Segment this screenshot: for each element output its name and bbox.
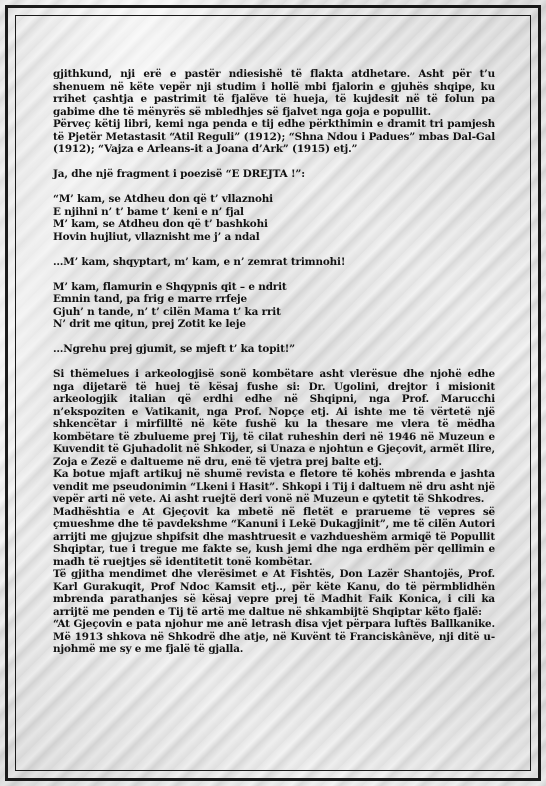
- poem-line: M’ kam, flamurin e Shqypnis qit – e ndrit: [53, 280, 287, 293]
- paragraph-translations: Përveç këtij libri, kemi nga penda e tij edhe përkthimin e dramit tri pamjesh të Pjetër Metastasit “Atil Reguli” (1912); “Shna Ndou i Padues” mbas Dal-Gal (1912); “Vajza e Arleans-it a Joana d’Ark” (1915) etj.”: [53, 118, 495, 155]
- poem-line: …Ngrehu prej gjumit, se mjeft t’ ka topit!”: [53, 343, 295, 355]
- poem-line: N’ drit me qitun, prej Zotit ke leje: [53, 318, 246, 330]
- paragraph-articles: Ka botue mjaft artikuj në shumë revista e fletore të kohës mbrenda e jashta vendit me pseudonimin “Lkeni i Hasit”. Shkopi i Tij i daltuem në dru asht një vepër arti në vete. Ai asht ruejtë deri vonë në Muzeun e qytetit të Shkodres.: [53, 468, 495, 505]
- poem-line: Gjuh’ n tande, n’ t’ cilën Mama t’ ka rrit: [53, 305, 281, 318]
- paragraph-opinions: Të gjitha mendimet dhe vlerësimet e At Fishtës, Don Lazër Shantojës, Prof. Karl Gurakuqit, Prof Ndoc Kamsit etj.., për këte Kanu, do të përmblidhën mbrenda parathanjes së kësaj vepre prej të Madhit Faik Konica, i cili ka arrijtë me penden e Tij të artë me daltue në shkambijtë Shqiptar këto fjalë:: [53, 568, 495, 618]
- paragraph-quote: “At Gjeçovin e pata njohur me anë letrash disa vjet përpara luftës Ballkanike. Më 1913 shkova në Shkodrë dhe atje, në Kuvënt të Franciskânëve, nji ditë u-njohmë me sy e me fjalë të gjalla.: [53, 618, 495, 655]
- paragraph-intro: gjithkund, nji erë e pastër ndiesishë të flakta atdhetare. Asht për t’u shenuem në këte vepër nji studim i hollë mbi fjalorin e gjuhës shqipe, ku rrihet çashtja e pastrimit të fjalëve të hueja, të kujdesit në të folun pa gabime dhe të mënyrës së mbledhjes së fjalvet nga goja e popullit.: [53, 68, 495, 118]
- paragraph-kanuni: Madhështia e At Gjeçovit ka mbetë në fletët e prarueme të vepres së çmueshme dhe të pavdekshme “Kanuni i Lekë Dukagjinit”, me të cilën Autori arrijti me gjujzue shpifsit dhe mashtruesit e vazhdueshëm armiqë të Popullit Shqiptar, tue i tregue me fakte se, kush jemi dhe nga erdhëm për qellimin e madh të ruejtjes së identitetit tonë kombëtar.: [53, 505, 495, 568]
- paragraph-archaeology: Si thëmelues i arkeologjisë sonë kombëtare asht vlerësue dhe njohë edhe nga dijetarë të huej të kësaj fushe si: Dr. Ugolini, drejtor i misionit arkeologjik italian që erdhi edhe në Shqipni, nga Prof. Marucchi n’ekspoziten e Vatikanit, nga Prof. Nopçe etj. Ai ishte me të vërtetë një shkencëtar i mirfilltë në këte fushë ku la thesare me vlera të mëdha kombëtare të zbulueme prej Tij, të cilat ruheshin deri në 1946 në Muzeun e Kuvendit të Gjuhadolit në Shkoder, si Unaza e njohtun e Gjeçovit, armët Ilire, Zoja e Zezë e daltueme në dru, enë të vjetra prej balte etj.: [53, 368, 495, 468]
- poem-line: “M’ kam, se Atdheu don që t’ vllaznohi: [53, 193, 273, 205]
- poem-line: E njihni n’ t’ bame t’ keni e n’ fjal: [53, 205, 244, 218]
- poem-line: M’ kam, se Atdheu don që t’ bashkohi: [53, 218, 268, 230]
- poem-line: …M’ kam, shqyptart, m’ kam, e n’ zemrat trimnohi!: [53, 255, 346, 268]
- document-body: [53, 68, 495, 656]
- poem-line: Hovin hujliut, vllaznisht me j’ a ndal: [53, 230, 260, 243]
- poem-line: Emnin tand, pa frig e marre rrfeje: [53, 293, 247, 305]
- poem-intro: Ja, dhe një fragment i poezisë “E DREJTA !”:: [53, 168, 305, 180]
